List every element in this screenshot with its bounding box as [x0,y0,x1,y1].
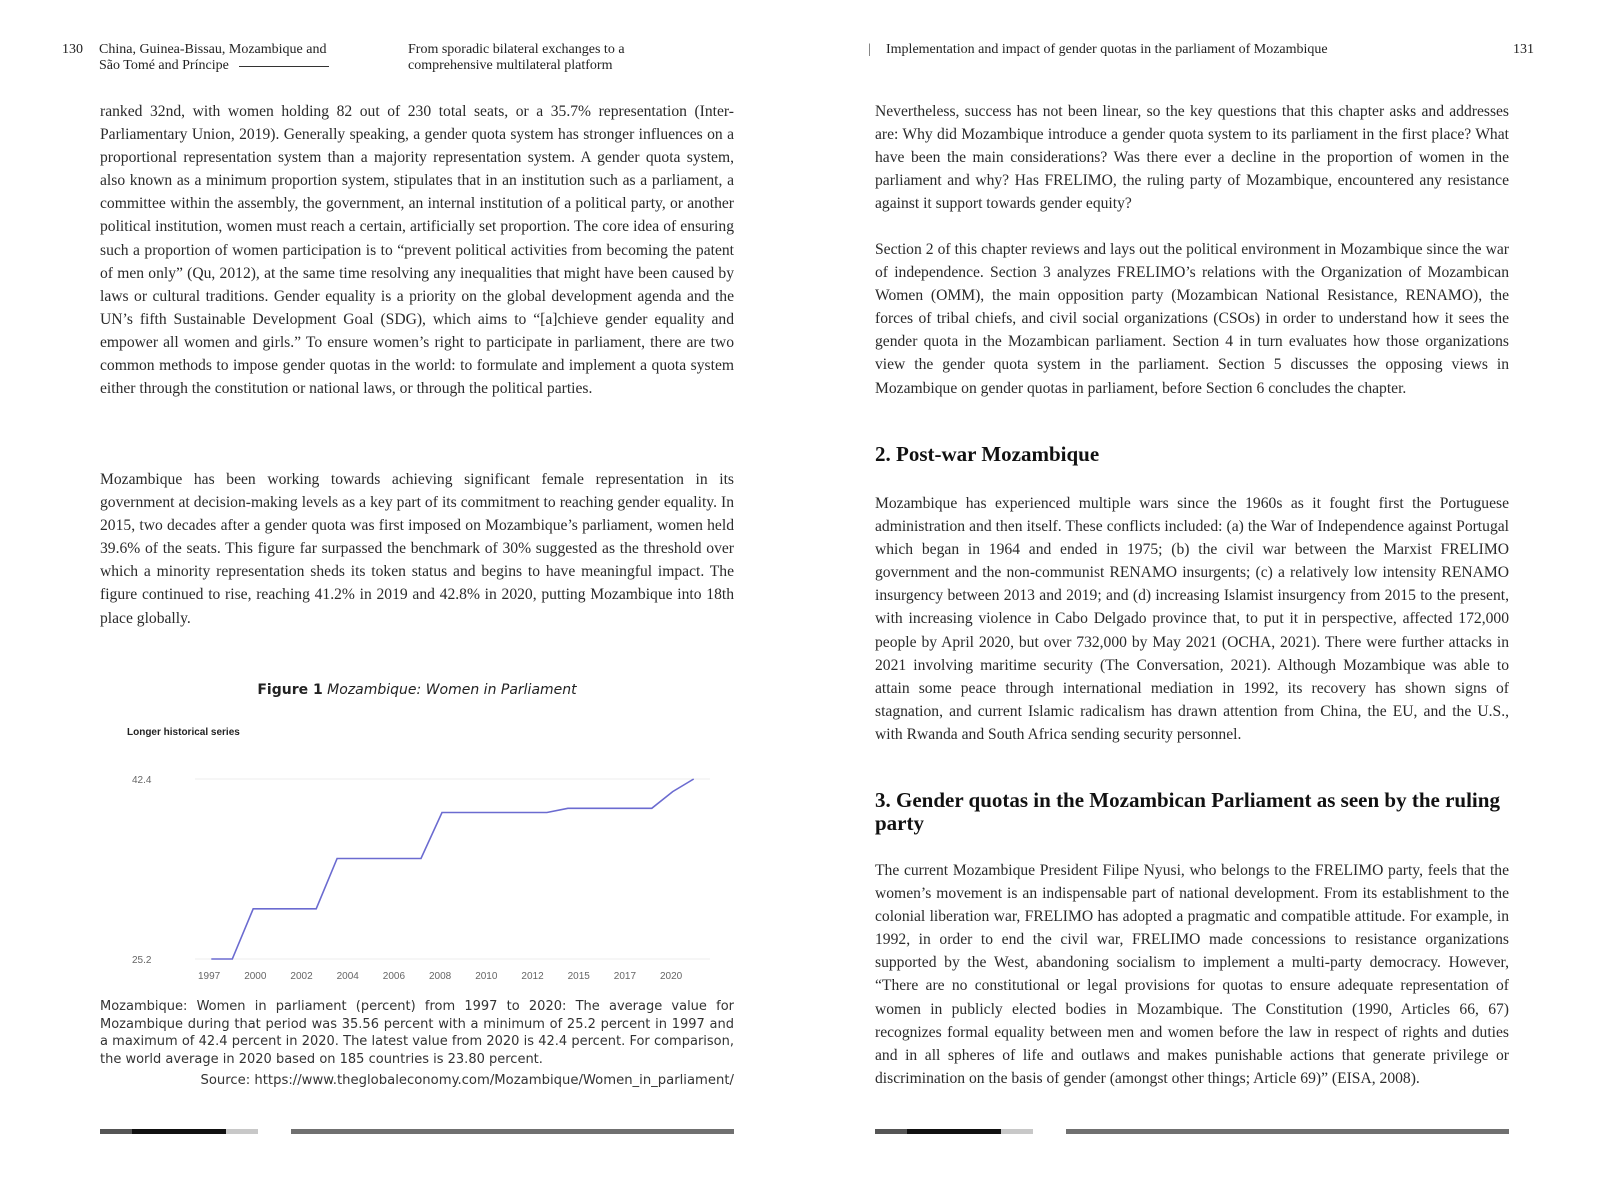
x-tick-label: 2008 [429,971,452,982]
body-paragraph: Section 2 of this chapter reviews and lays out the political environment in Mozambique since the war of independence. Section 3 analyzes FRELIMO’s relations with the Organization of Mozambican Women (OMM), the main opposition party (Mozambican National Resistance, RENAMO), the forces of tribal chiefs, and civil social organizations (CSOs) in order to understand how it sees the gender quota in the Mozambican parliament. Section 4 in turn evaluates how those organizations view the gender quota system in the parliament. Section 5 discusses the opposing views in Mozambique on gender quotas in parliament, before Section 6 concludes the chapter. [875,241,1509,397]
section-heading: 3. Gender quotas in the Mozambican Parliament as seen by the ruling party [875,788,1500,835]
footer-bar-segment [132,1129,226,1134]
footer-bar-long [1066,1129,1509,1134]
footer-bar-segment [226,1129,258,1134]
footer-bar-segment [1001,1129,1033,1134]
figure-label: Figure 1 [257,682,323,698]
x-tick-label: 2002 [290,971,313,982]
x-tick-label: 2017 [613,971,637,982]
header-separator: | [868,42,871,57]
x-tick-label: 1997 [198,971,221,982]
part-title [408,42,625,74]
x-tick-label: 2020 [660,971,683,982]
part-title-line1: From sporadic bilateral exchanges to a [408,42,625,57]
book-title [99,42,329,74]
section-heading: 2. Post-war Mozambique [875,442,1100,466]
x-tick-label: 2000 [244,971,267,982]
chapter-title: Implementation and impact of gender quotas in the parliament of Mozambique [886,42,1328,57]
line-chart [120,760,710,990]
figure-caption: Mozambique: Women in parliament (percent) from 1997 to 2020: The average value for Mozambique during that period was 35.56 percent with a minimum of 25.2 percent in 1997 and a maximum of 42.4 percent in 2020. The latest value from 2020 is 42.4 percent. For comparison, the world average in 2020 based on 185 countries is 23.80 percent. [100,999,734,1067]
data-line [211,779,693,959]
header-rule [239,66,329,67]
body-paragraph: ranked 32nd, with women holding 82 out of 230 total seats, or a 35.7% representation (Inter-Parliamentary Union, 2019). Generally speaking, a gender quota system has stronger influences on a proportional representation system than a majority representation system. A gender quota system, also known as a minimum proportion system, stipulates that in an institution such as a parliament, a committee within the assembly, the government, an internal institution of a political party, or another political institution, women must reach a certain, artificially set proportion. The core idea of ensuring such a proportion of women participation is to “prevent political activities from becoming the patent of men only” (Qu, 2012), at the same time resolving any inequalities that might have been caused by laws or cultural traditions. Gender equality is a priority on the global development agenda and the UN’s fifth Sustainable Development Goal (SDG), which aims to “[a]chieve gender equality and empower all women and girls.” To ensure women’s right to participate in parliament, there are two common methods to impose gender quotas in the world: to formulate and implement a quota system either through the constitution or national laws, or through the political parties. [100,103,734,398]
footer-bar-segment [907,1129,1001,1134]
figure-title [100,682,734,698]
x-tick-label: 2004 [336,971,359,982]
part-title-line2: comprehensive multilateral platform [408,58,613,73]
figure-source: Source: https://www.theglobaleconomy.com/Mozambique/Women_in_parliament/ [200,1073,734,1088]
chart-subtitle: Longer historical series [127,727,240,738]
body-paragraph: The current Mozambique President Filipe Nyusi, who belongs to the FRELIMO party, feels that the women’s movement is an indispensable part of national development. From its establishment to the colonial liberation war, FRELIMO has adopted a pragmatic and compatible attitude. For example, in 1992, in order to end the civil war, FRELIMO made concessions to resistance organizations supported by the West, abandoning socialism to implement a multi-party democracy. However, “There are no constitutional or legal provisions for quotas to ensure adequate representation of women in publicly elected bodies in Mozambique. The Constitution (1990, Articles 66, 67) recognizes formal equality between men and women before the law in respect of rights and duties and in all spheres of life and outlaws and makes punishable actions that generate privilege or discrimination on the basis of gender (amongst other things; Article 69)” (EISA, 2008). [875,862,1509,1087]
figure-title-text: Mozambique: Women in Parliament [327,682,577,698]
footer-bar-long [291,1129,734,1134]
y-tick-label: 25.2 [132,955,152,966]
right-page-number: 131 [1513,42,1534,57]
x-tick-label: 2015 [567,971,590,982]
body-paragraph: Mozambique has experienced multiple wars since the 1960s as it fought first the Portuguese administration and then itself. These conflicts included: (a) the War of Independence against Portugal which began in 1964 and ended in 1975; (b) the civil war between the Marxist FRELIMO government and the non-communist RENAMO insurgents; (c) a relatively low intensity RENAMO insurgency between 2013 and 2019; and (d) increasing Islamist insurgency from 2015 to the present, with increasing violence in Cabo Delgado province that, to put it in perspective, affected 172,000 people by April 2020, but over 732,000 by May 2021 (OCHA, 2021). There were further attacks in 2021 involving maritime security (The Conversation, 2021). Although Mozambique was able to attain some peace through international mediation in 1992, its recovery has shown signs of stagnation, and current Islamic radicalism has drawn attention from China, the EU, and the U.S., with Rwanda and South Africa sending security personnel. [875,495,1509,743]
body-paragraph: Mozambique has been working towards achieving significant female representation in its government at decision-making levels as a key part of its commitment to reaching gender equality. In 2015, two decades after a gender quota was first imposed on Mozambique’s parliament, women held 39.6% of the seats. This figure far surpassed the benchmark of 30% suggested as the threshold over which a minority representation sheds its token status and begins to have meaningful impact. The figure continued to rise, reaching 41.2% in 2019 and 42.8% in 2020, putting Mozambique into 18th place globally. [100,471,734,627]
x-tick-label: 2006 [382,971,406,982]
footer-bar-segment [100,1129,132,1134]
book-title-line1: China, Guinea-Bissau, Mozambique and [99,42,327,57]
x-tick-label: 2010 [475,971,498,982]
x-tick-label: 2012 [521,971,544,982]
body-paragraph: Nevertheless, success has not been linear, so the key questions that this chapter asks and addresses are: Why did Mozambique introduce a gender quota system to its parliament in the first place? What have been the main considerations? Was there ever a decline in the proportion of women in the parliament and why? Has FRELIMO, the ruling party of Mozambique, encountered any resistance against it support towards gender equity? [875,103,1509,213]
footer-bar-segment [875,1129,907,1134]
left-page-number: 130 [62,42,83,57]
y-tick-label: 42.4 [132,775,152,786]
book-title-line2-row [99,58,329,74]
book-title-line2: São Tomé and Príncipe [99,58,229,73]
